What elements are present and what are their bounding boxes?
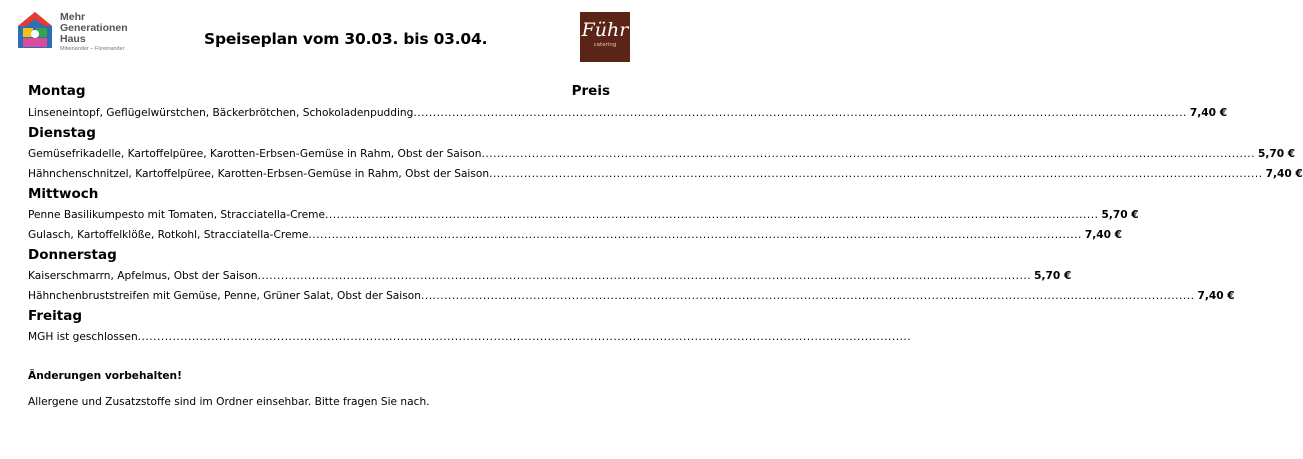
item-price: 5,70 € <box>1257 148 1296 160</box>
day-heading: Dienstag <box>28 125 96 141</box>
item-price <box>911 327 914 347</box>
day-heading: Freitag <box>28 308 83 324</box>
item-price: 5,70 € <box>1034 270 1072 282</box>
day-heading: Montag <box>28 83 86 99</box>
allergen-notice: Allergene und Zusatzstoffe sind im Ordner einsehbar. Bitte fragen Sie nach. <box>28 396 430 408</box>
item-price: 7,40 € <box>1084 229 1123 241</box>
menu-item: Gemüsefrikadelle, Kartoffelpüree, Karotten-Erbsen-Gemüse in Rahm, Obst der Saison ........................................................................................................................................................................................................ 5,70 € <box>28 144 610 164</box>
leader-dots: ........................................................................................................................................................................................................ <box>308 229 1082 241</box>
menu-list <box>28 81 1303 347</box>
page-title: Speiseplan vom 30.03. bis 03.04. <box>204 30 488 48</box>
menu-header-row <box>28 81 610 103</box>
leader-dots: ........................................................................................................................................................................................................ <box>481 148 1255 160</box>
menu-item: Linseneintopf, Geflügelwürstchen, Bäckerbrötchen, Schokoladenpudding ........................................................................................................................................................................................................ 7,40 € <box>28 103 610 123</box>
item-price: 7,40 € <box>1189 107 1228 119</box>
leader-dots: ........................................................................................................................................................................................................ <box>413 107 1187 119</box>
mgh-logo-text: Mehr Generationen Haus Miteinander – Füreinander <box>60 11 128 52</box>
logo-subtitle: catering <box>593 42 617 48</box>
house-logo-icon <box>16 10 54 50</box>
leader-dots: ........................................................................................................................................................................................................ <box>420 290 1195 302</box>
leader-dots: ........................................................................................................................................................................................................ <box>489 168 1263 180</box>
day-heading: Mittwoch <box>28 186 99 202</box>
day-heading: Donnerstag <box>28 247 117 263</box>
leader-dots: ........................................................................................................................................................................................................ <box>324 209 1099 221</box>
logo-name: Führ <box>581 19 629 41</box>
item-price: 5,70 € <box>1101 209 1139 221</box>
menu-item: Hähnchenschnitzel, Kartoffelpüree, Karotten-Erbsen-Gemüse in Rahm, Obst der Saison ........................................................................................................................................................................................................ 7,40 € <box>28 164 610 184</box>
changes-notice: Änderungen vorbehalten! <box>28 370 182 382</box>
item-price: 7,40 € <box>1197 290 1235 302</box>
item-price: 7,40 € <box>1265 168 1303 180</box>
menu-item: Hähnchenbruststreifen mit Gemüse, Penne, Grüner Salat, Obst der Saison ........................................................................................................................................................................................................ 7,40 € <box>28 286 610 306</box>
menu-item: Gulasch, Kartoffelklöße, Rotkohl, Stracciatella-Creme ........................................................................................................................................................................................................ 7,40 € <box>28 225 610 245</box>
fuehr-catering-logo <box>580 12 630 62</box>
leader-dots: ........................................................................................................................................................................................................ <box>137 331 912 343</box>
menu-item: MGH ist geschlossen ........................................................................................................................................................................................................ <box>28 327 610 347</box>
leader-dots: ........................................................................................................................................................................................................ <box>257 270 1032 282</box>
mgh-logo <box>16 8 166 54</box>
menu-item: Penne Basilikumpesto mit Tomaten, Stracciatella-Creme ........................................................................................................................................................................................................ 5,70 € <box>28 205 610 225</box>
menu-item: Kaiserschmarrn, Apfelmus, Obst der Saison ........................................................................................................................................................................................................ 5,70 € <box>28 266 610 286</box>
price-column-heading: Preis <box>571 83 610 99</box>
